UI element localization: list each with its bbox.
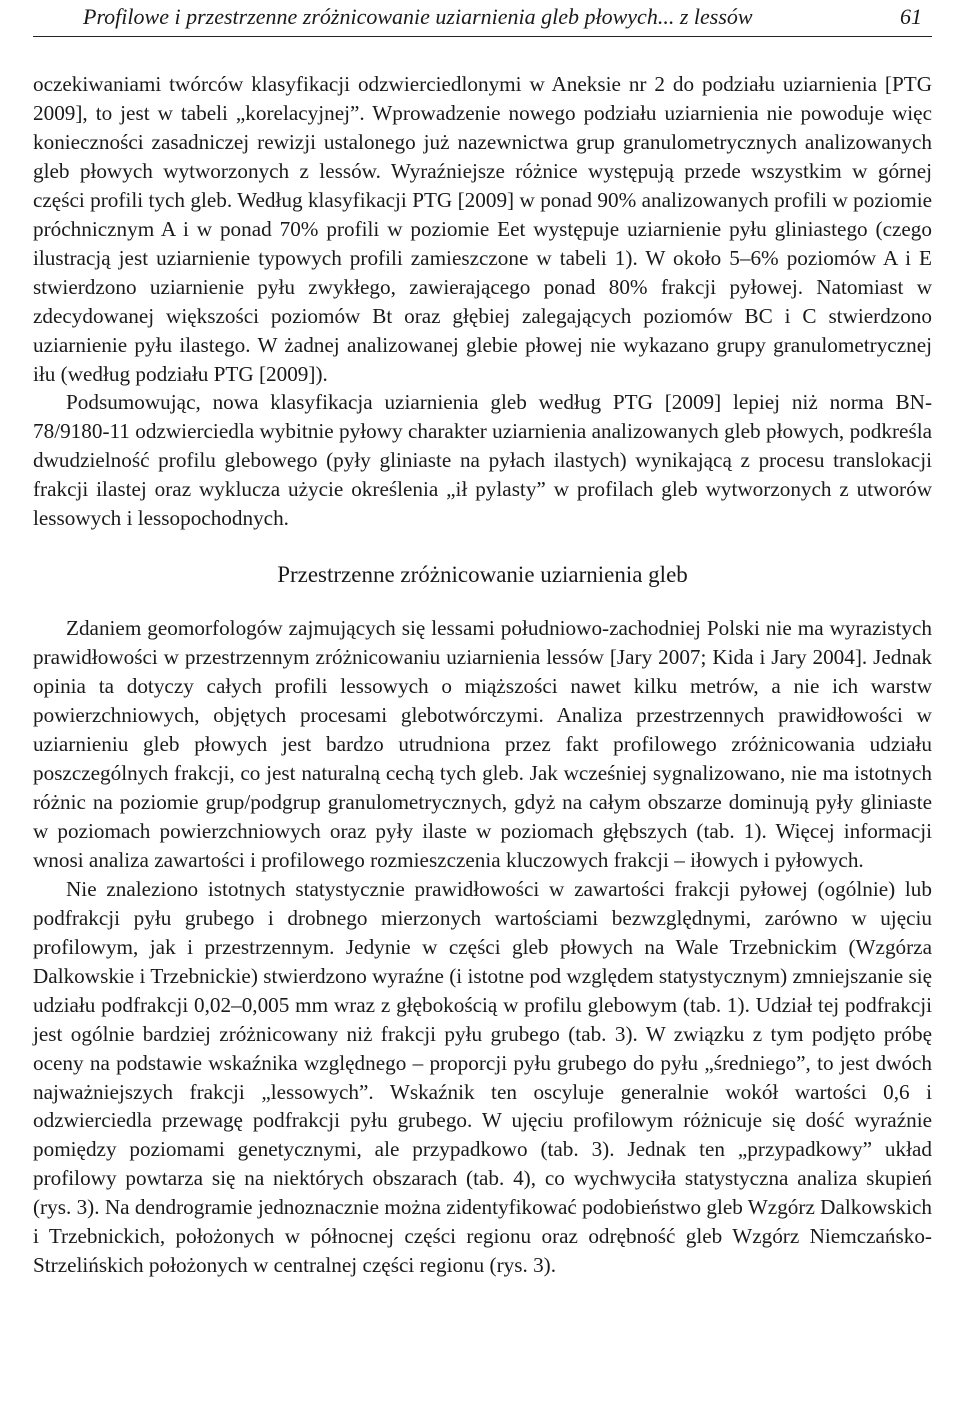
paragraph: Nie znaleziono istotnych statystycznie prawidłowości w zawartości frakcji pyłowej (ogólnie) lub podfrakcji pyłu grubego i drobnego mierzonych wartościami bezwzględnymi, zarówno w ujęciu profilowym, jak i przestrzennym. Jedynie w części gleb płowych na Wale Trzebnickim (Wzgórza Dalkowskie i Trzebnickie) stwierdzono wyraźne (i istotne pod względem statystycznym) zmniejszanie się udziału podfrakcji 0,02–0,005 mm wraz z głębokością w profilu glebowym (tab. 1). Udział tej podfrakcji jest ogólnie bardziej zróżnicowany niż frakcji pyłu grubego (tab. 3). W związku z tym podjęto próbę oceny na podstawie wskaźnika względnego – proporcji pyłu grubego do pyłu „średniego”, to jest dwóch najważniejszych frakcji „lessowych”. Wskaźnik ten oscyluje generalnie wokół wartości 0,6 i odzwierciedla przewagę podfrakcji pyłu grubego. W ujęciu profilowym różnicuje się dość wyraźnie pomiędzy poziomami genetycznymi, ale przypadkowo (tab. 3). Jednak ten „przypadkowy” układ profilowy powtarza się na niektórych obszarach (tab. 4), co wychwyciła statystyczna analiza skupień (rys. 3). Na dendrogramie jednoznacznie można zidentyfikować podobieństwo gleb Wzgórz Dalkowskich i Trzebnickich, położonych w północnej części regionu oraz odrębność gleb Wzgórz Niemczańsko-Strzelińskich położonych w centralnej części regionu (rys. 3). <box>33 876 932 1278</box>
page-number: 61 <box>900 4 922 29</box>
section-heading: Przestrzenne zróżnicowanie uziarnienia gleb <box>277 562 688 588</box>
paragraph: oczekiwaniami twórców klasyfikacji odzwierciedlonymi w Aneksie nr 2 do podziału uziarnienia [PTG 2009], to jest w tabeli „korelacyjnej”. Wprowadzenie nowego podziału uziarnienia nie powoduje więc konieczności zasadniczej rewizji ustalonego już nazewnictwa grup granulometrycznych analizowanych gleb płowych wytworzonych z lessów. Wyraźniejsze różnice występują przede wszystkim w górnej części profili tych gleb. Według klasyfikacji PTG [2009] w ponad 90% analizowanych profili w poziomie próchnicznym A i w ponad 70% profili w poziomie Eet występuje uziarnienie pyłu gliniastego (czego ilustracją jest uziarnienie typowych profili zamieszczone w tabeli 1). W około 5–6% poziomów A i E stwierdzono uziarnienie pyłu zwykłego, zawierającego ponad 80% frakcji pyłowej. Natomiast w zdecydowanej większości poziomów Bt oraz głębiej zalegających poziomów BC i C stwierdzono uziarnienie pyłu ilastego. W żadnej analizowanej glebie płowej nie wykazano grupy granulometrycznej iłu (według podziału PTG [2009]). <box>33 72 932 386</box>
article-body <box>33 70 932 1280</box>
paragraph: Zdaniem geomorfologów zajmujących się lessami południowo-zachodniej Polski nie ma wyrazistych prawidłowości w przestrzennym zróżnicowaniu uziarnienia lessów [Jary 2007; Kida i Jary 2004]. Jednak opinia ta dotyczy całych profili lessowych o miąższości nawet kilku metrów, a nie ich warstw powierzchniowych, objętych procesami glebotwórczymi. Analiza przestrzennych prawidłowości w uziarnieniu gleb płowych jest bardzo utrudniona przez fakt profilowego zróżnicowania udziału poszczególnych frakcji, co jest naturalną cechą tych gleb. Jak wcześniej sygnalizowano, nie ma istotnych różnic na poziomie grup/podgrup granulometrycznych, gdyż na całym obszarze dominują pyły gliniaste w poziomach powierzchniowych oraz pyły ilaste w poziomach głębszych (tab. 1). Więcej informacji wnosi analiza zawartości i profilowego rozmieszczenia kluczowych frakcji – iłowych i pyłowych. <box>33 616 932 872</box>
running-header <box>33 0 932 37</box>
running-title: Profilowe i przestrzenne zróżnicowanie uziarnienia gleb płowych... z lessów <box>83 4 753 29</box>
paragraph: Podsumowując, nowa klasyfikacja uziarnienia gleb według PTG [2009] lepiej niż norma BN-78/9180-11 odzwierciedla wybitnie pyłowy charakter uziarnienia analizowanych gleb płowych, podkreśla dwudzielność profilu glebowego (pyły gliniaste na pyłach ilastych) wynikającą z procesu translokacji frakcji ilastej oraz wyklucza użycie określenia „ił pylasty” w profilach gleb wytworzonych z utworów lessowych i lessopochodnych. <box>33 390 932 531</box>
